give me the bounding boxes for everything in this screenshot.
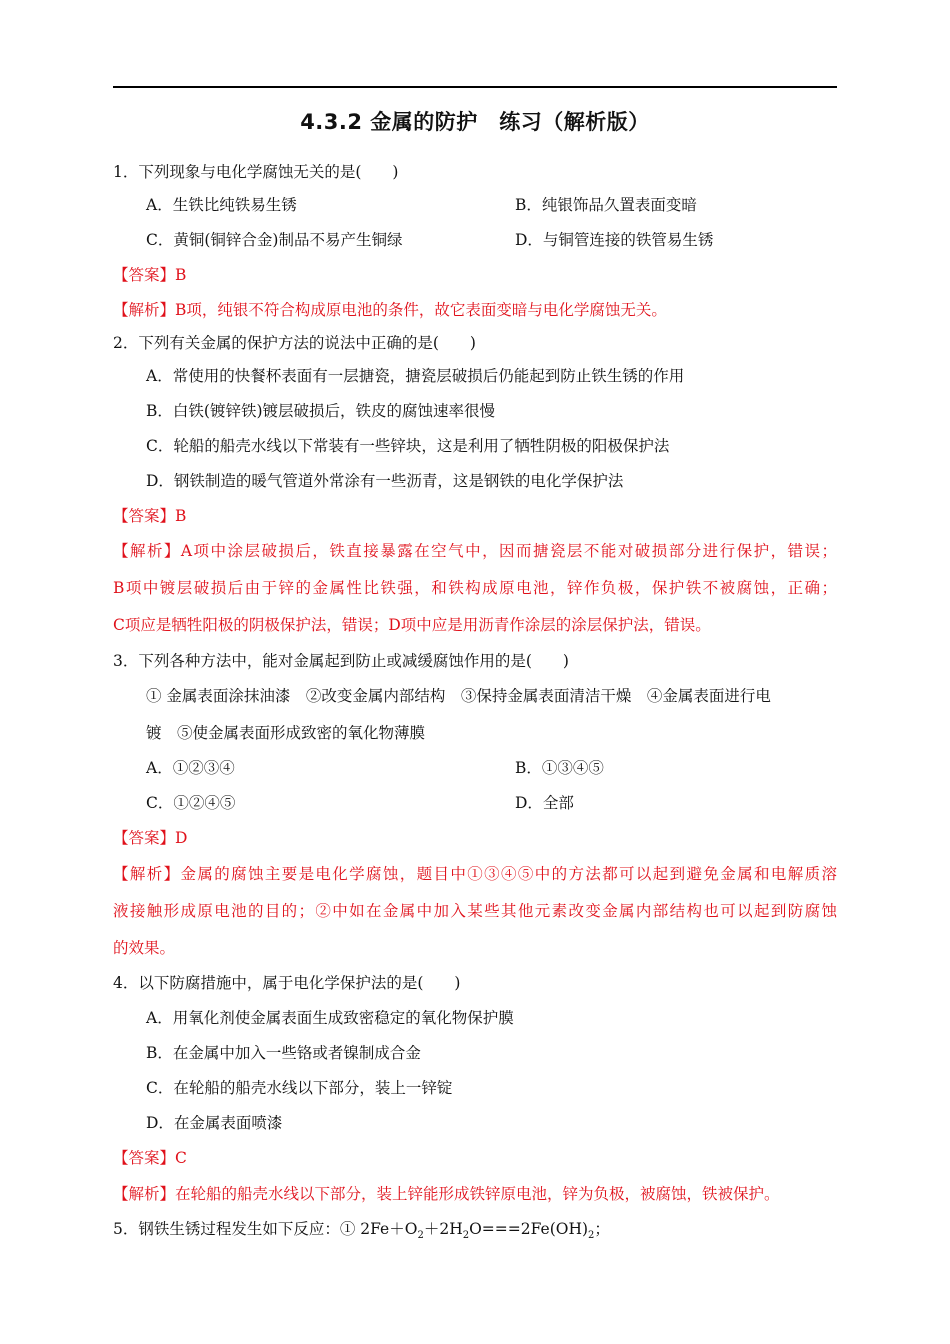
question-4-analysis [113,1184,780,1204]
question-4-option-d: D．在金属表面喷漆 [146,1114,283,1132]
question-4-answer [113,1148,187,1168]
question-3-answer [113,828,187,848]
analysis-label: 【解析】 [113,865,181,883]
question-3-option-c: C．①②④⑤ [146,794,236,812]
subscript: 2 [588,1230,595,1242]
question-2-analysis-line-2: B项中镀层破损后由于锌的金属性比铁强，和铁构成原电池，锌作负极，保护铁不被腐蚀，正确； [113,579,837,597]
question-1-option-d: D．与铜管连接的铁管易生锈 [515,231,714,249]
question-1-option-c: C．黄铜(铜锌合金)制品不易产生铜绿 [146,231,403,249]
answer-value: B [175,507,187,525]
question-2-option-b: B．白铁(镀锌铁)镀层破损后，铁皮的腐蚀速率很慢 [146,402,495,420]
answer-value: C [175,1149,187,1167]
question-1-answer [113,265,186,285]
question-3-option-d: D．全部 [515,794,574,812]
stem-part: 5．钢铁生锈过程发生如下反应：① 2Fe＋O [113,1220,418,1238]
question-5-stem [113,1219,610,1246]
analysis-label: 【解析】 [113,301,176,319]
question-1-option-a: A．生铁比纯铁易生锈 [146,196,297,214]
question-3-items-line-2: 镀 ⑤使金属表面形成致密的氧化物薄膜 [146,724,426,742]
question-1-stem: 1．下列现象与电化学腐蚀无关的是( ) [113,163,399,181]
question-1-option-b: B．纯银饰品久置表面变暗 [515,196,697,214]
question-2-answer [113,506,186,526]
analysis-text: 在轮船的船壳水线以下部分，装上锌能形成铁锌原电池，锌为负极，被腐蚀，铁被保护。 [175,1185,780,1203]
answer-label: 【答案】 [113,507,176,525]
header-rule [113,86,837,88]
question-2-option-d: D．钢铁制造的暖气管道外常涂有一些沥青，这是钢铁的电化学保护法 [146,472,624,490]
question-2-option-a: A．常使用的快餐杯表面有一层搪瓷，搪瓷层破损后仍能起到防止铁生锈的作用 [146,367,685,385]
question-4-option-a: A．用氧化剂使金属表面生成致密稳定的氧化物保护膜 [146,1009,514,1027]
stem-part: ； [594,1220,610,1238]
question-2-analysis-line-3: C项应是牺牲阳极的阴极保护法，错误；D项中应是用沥青作涂层的涂层保护法，错误。 [113,616,711,634]
analysis-text: A项中涂层破损后，铁直接暴露在空气中，因而搪瓷层不能对破损部分进行保护，错误； [180,542,837,560]
question-3-items-line-1: ① 金属表面涂抹油漆 ②改变金属内部结构 ③保持金属表面清洁干燥 ④金属表面进行电 [146,687,771,705]
question-2-stem: 2．下列有关金属的保护方法的说法中正确的是( ) [113,334,476,352]
answer-value: B [175,266,187,284]
question-3-option-b: B．①③④⑤ [515,759,604,777]
question-3-stem: 3．下列各种方法中，能对金属起到防止或减缓腐蚀作用的是( ) [113,652,569,670]
question-2-option-c: C．轮船的船壳水线以下常装有一些锌块，这是利用了牺牲阴极的阳极保护法 [146,437,670,455]
subscript: 2 [417,1230,424,1242]
analysis-label: 【解析】 [113,542,181,560]
analysis-label: 【解析】 [113,1185,176,1203]
question-1-analysis [113,300,667,320]
question-4-option-b: B．在金属中加入一些铬或者镍制成合金 [146,1044,421,1062]
question-3-analysis-line-2: 液接触形成原电池的目的；②中如在金属中加入某些其他元素改变金属内部结构也可以起到防腐蚀 [113,902,837,920]
question-4-option-c: C．在轮船的船壳水线以下部分，装上一锌锭 [146,1079,453,1097]
page-title: 4.3.2 金属的防护 练习（解析版） [300,110,650,134]
answer-value: D [175,829,188,847]
analysis-text: B项，纯银不符合构成原电池的条件，故它表面变暗与电化学腐蚀无关。 [175,301,667,319]
answer-label: 【答案】 [113,266,176,284]
subscript: 2 [462,1230,470,1242]
question-3-option-a: A．①②③④ [146,759,235,777]
stem-part: O===2Fe(OH) [469,1220,589,1238]
question-2-analysis-line-1 [113,541,837,561]
answer-label: 【答案】 [113,1149,176,1167]
question-3-analysis-line-3: 的效果。 [113,939,176,957]
analysis-text: 金属的腐蚀主要是电化学腐蚀，题目中①③④⑤中的方法都可以起到避免金属和电解质溶 [180,865,837,883]
stem-part: ＋2H [423,1220,463,1238]
question-3-analysis-line-1 [113,864,837,884]
question-4-stem: 4．以下防腐措施中，属于电化学保护法的是( ) [113,974,461,992]
answer-label: 【答案】 [113,829,176,847]
